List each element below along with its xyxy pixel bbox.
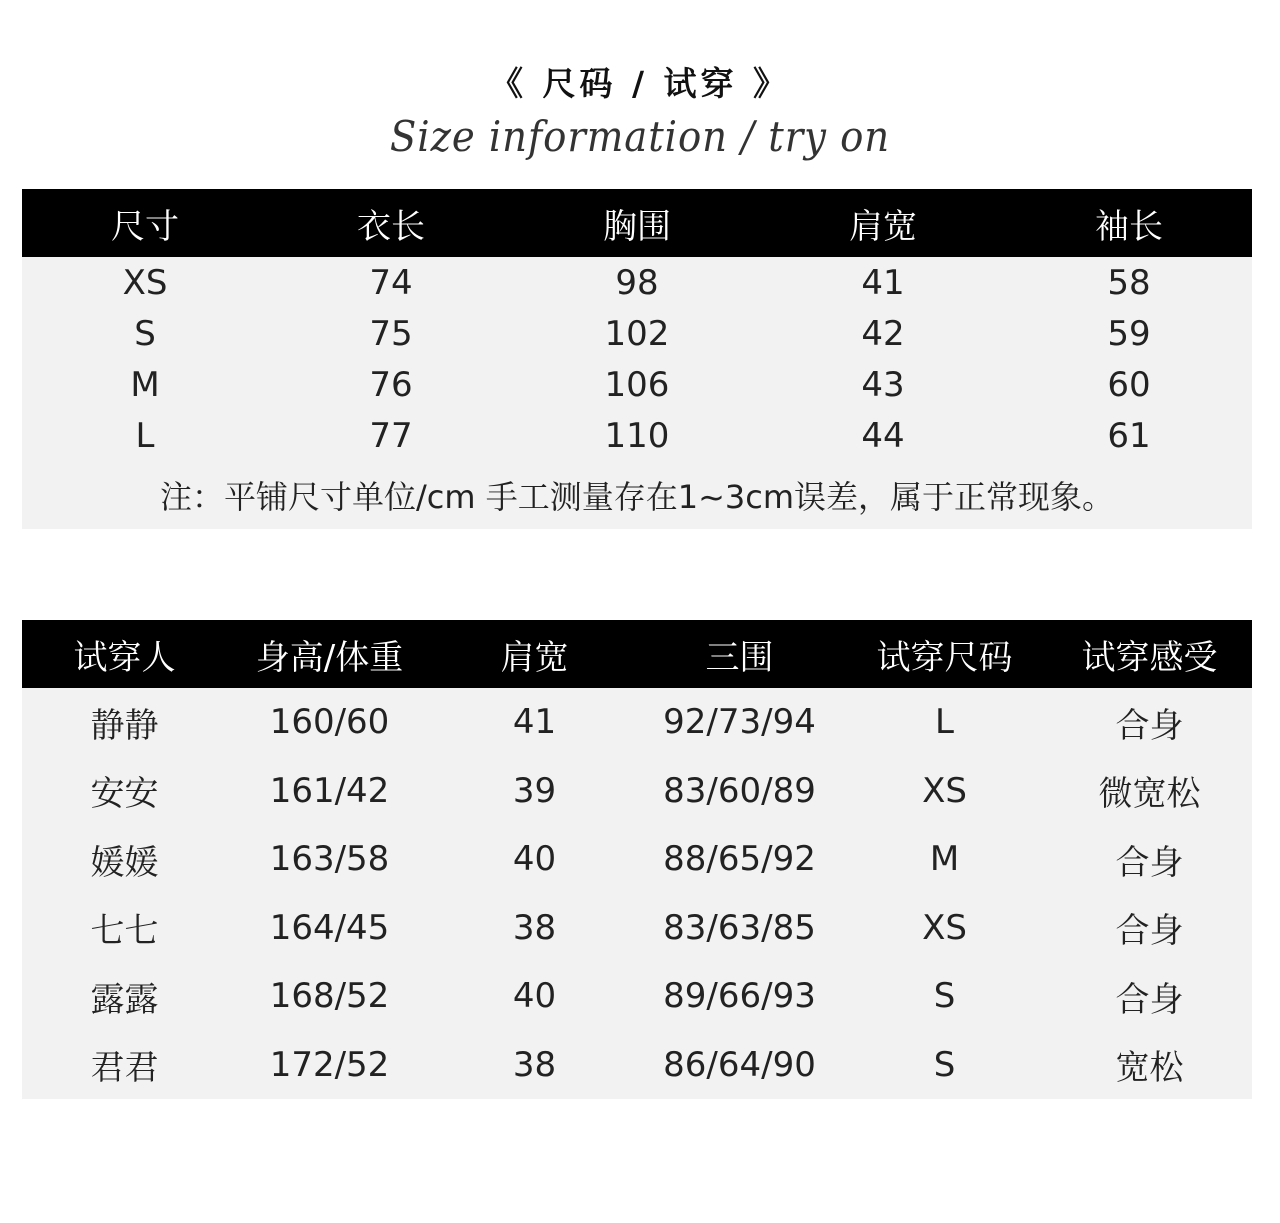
table-cell: 七七 bbox=[90, 911, 159, 952]
page-title: 《 尺码 / 试穿 》 bbox=[489, 64, 790, 103]
table-cell: XS bbox=[122, 262, 168, 303]
table-cell: 89/66/93 bbox=[663, 976, 816, 1017]
measurement-note-row bbox=[22, 461, 1252, 529]
table-cell: 172/52 bbox=[269, 1044, 390, 1085]
table-row bbox=[22, 410, 1252, 461]
table-cell: 164/45 bbox=[269, 907, 390, 948]
table-cell: 44 bbox=[861, 415, 905, 456]
table-cell: S bbox=[933, 976, 956, 1017]
table-row bbox=[22, 962, 1252, 1031]
table-cell: 106 bbox=[604, 364, 670, 405]
table-cell: 40 bbox=[512, 839, 557, 880]
measurement-note: 注：平铺尺寸单位/cm 手工测量存在1~3cm误差，属于正常现象。 bbox=[159, 478, 1115, 516]
table-row bbox=[22, 308, 1252, 359]
column-header-length: 衣长 bbox=[357, 206, 425, 247]
table-cell: XS bbox=[922, 907, 967, 948]
table-cell: 74 bbox=[369, 262, 413, 303]
table-cell: L bbox=[935, 702, 954, 743]
table-cell: 83/60/89 bbox=[663, 770, 816, 811]
table-cell: 安安 bbox=[90, 774, 159, 815]
table-cell: 77 bbox=[369, 415, 413, 456]
table-cell: 161/42 bbox=[269, 770, 390, 811]
table-cell: 76 bbox=[369, 364, 413, 405]
table-cell: 静静 bbox=[90, 705, 159, 746]
table-row bbox=[22, 757, 1252, 826]
column-header-size: 尺寸 bbox=[111, 206, 179, 247]
table-row bbox=[22, 688, 1252, 757]
column-header-model: 试穿人 bbox=[73, 637, 176, 678]
table-cell: 合身 bbox=[1115, 979, 1184, 1020]
size-table-header-row bbox=[22, 189, 1252, 257]
table-cell: 宽松 bbox=[1115, 1048, 1184, 1089]
table-cell: 41 bbox=[512, 702, 557, 743]
table-cell: 君君 bbox=[90, 1048, 159, 1089]
table-cell: 58 bbox=[1107, 262, 1151, 303]
table-cell: 合身 bbox=[1115, 842, 1184, 883]
table-cell: 38 bbox=[512, 907, 557, 948]
page-subtitle: Size information / try on bbox=[389, 112, 891, 161]
table-cell: M bbox=[130, 364, 160, 405]
table-cell: 61 bbox=[1107, 415, 1151, 456]
table-cell: 59 bbox=[1107, 313, 1151, 354]
column-header-sleeve: 袖长 bbox=[1095, 206, 1163, 247]
table-cell: 60 bbox=[1107, 364, 1151, 405]
tryon-table bbox=[22, 620, 1252, 1099]
tryon-table-header-row bbox=[22, 620, 1252, 688]
table-cell: 微宽松 bbox=[1098, 774, 1201, 815]
table-cell: 42 bbox=[861, 313, 905, 354]
table-cell: 83/63/85 bbox=[663, 907, 816, 948]
column-header-height-weight: 身高/体重 bbox=[255, 637, 404, 678]
table-cell: S bbox=[933, 1044, 956, 1085]
table-cell: 160/60 bbox=[269, 702, 390, 743]
column-header-tried-size: 试穿尺码 bbox=[876, 637, 1013, 678]
table-cell: 合身 bbox=[1115, 911, 1184, 952]
table-cell: XS bbox=[922, 770, 967, 811]
table-cell: 110 bbox=[604, 415, 670, 456]
table-cell: L bbox=[135, 415, 155, 456]
table-row bbox=[22, 257, 1252, 308]
column-header-shoulder: 肩宽 bbox=[849, 206, 917, 247]
table-cell: 92/73/94 bbox=[663, 702, 816, 743]
table-row bbox=[22, 359, 1252, 410]
table-cell: 98 bbox=[615, 262, 659, 303]
table-cell: 75 bbox=[369, 313, 413, 354]
table-cell: 88/65/92 bbox=[663, 839, 816, 880]
table-cell: 38 bbox=[512, 1044, 557, 1085]
table-cell: 41 bbox=[861, 262, 905, 303]
table-cell: M bbox=[929, 839, 960, 880]
table-cell: 168/52 bbox=[269, 976, 390, 1017]
table-cell: 43 bbox=[861, 364, 905, 405]
table-cell: 40 bbox=[512, 976, 557, 1017]
column-header-shoulder: 肩宽 bbox=[500, 637, 569, 678]
table-cell: 露露 bbox=[90, 979, 159, 1020]
table-cell: 86/64/90 bbox=[663, 1044, 816, 1085]
table-row bbox=[22, 894, 1252, 963]
column-header-bust: 胸围 bbox=[603, 206, 671, 247]
column-header-measurements: 三围 bbox=[705, 637, 774, 678]
table-cell: S bbox=[134, 313, 156, 354]
size-table bbox=[22, 189, 1252, 529]
column-header-fit-feeling: 试穿感受 bbox=[1081, 637, 1218, 678]
table-cell: 39 bbox=[512, 770, 557, 811]
table-cell: 102 bbox=[604, 313, 670, 354]
table-row bbox=[22, 1031, 1252, 1100]
table-cell: 合身 bbox=[1115, 705, 1184, 746]
table-row bbox=[22, 825, 1252, 894]
table-cell: 163/58 bbox=[269, 839, 390, 880]
table-cell: 媛媛 bbox=[90, 842, 159, 883]
